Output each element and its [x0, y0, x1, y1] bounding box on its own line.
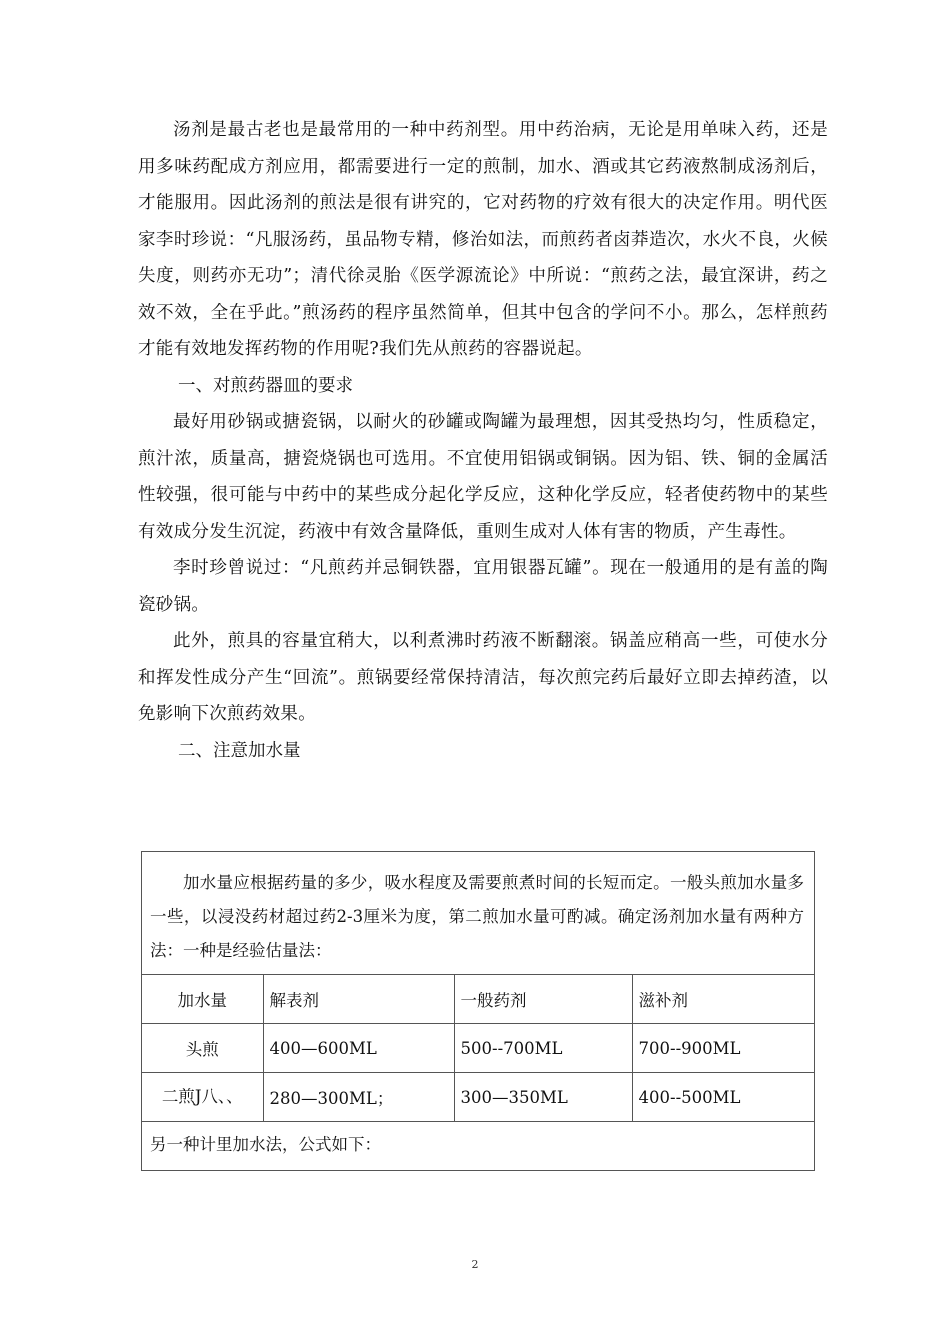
header-cell: 一般药剂 — [454, 975, 632, 1024]
row-label: 二煎J八、、 — [142, 1073, 263, 1122]
table-cell: 500--700ML — [454, 1024, 632, 1073]
table-row — [142, 1073, 814, 1122]
water-amount-table — [141, 851, 815, 1171]
table-cell: 400—600ML — [263, 1024, 454, 1073]
table-cell: 700--900ML — [632, 1024, 814, 1073]
table-header-row — [142, 975, 814, 1024]
table-intro-text: 加水量应根据药量的多少，吸水程度及需要煎煮时间的长短而定。一般头煎加水量多一些，以浸没药材超过药2-3厘米为度，第二煎加水量可酌减。确定汤剂加水量有两种方法：一种是经验估量法： — [142, 852, 814, 975]
page-number: 2 — [471, 1258, 479, 1271]
header-cell: 解表剂 — [263, 975, 454, 1024]
section-heading-water: 二、注意加水量 — [178, 740, 301, 761]
row-label: 头煎 — [142, 1024, 263, 1073]
section-heading-vessels: 一、对煎药器皿的要求 — [178, 375, 353, 396]
paragraph-capacity: 此外，煎具的容量宜稍大，以利煮沸时药液不断翻滚。锅盖应稍高一些，可使水分和挥发性成分产生“回流”。煎锅要经常保持清洁，每次煎完药后最好立即去掉药渣，以免影响下次煎药效果。 — [138, 631, 828, 724]
header-cell: 加水量 — [142, 975, 263, 1024]
table-cell: 280—300ML； — [263, 1073, 454, 1122]
table-row — [142, 1024, 814, 1073]
paragraph-vessels: 最好用砂锅或搪瓷锅，以耐火的砂罐或陶罐为最理想，因其受热均匀，性质稳定，煎汁浓，质量高，搪瓷烧锅也可选用。不宜使用铝锅或铜锅。因为铝、铁、铜的金属活性较强，很可能与中药中的某些成分起化学反应，这种化学反应，轻者使药物中的某些有效成分发生沉淀，药液中有效含量降低，重则生成对人体有害的物质，产生毒性。 — [138, 412, 828, 542]
document-body — [138, 112, 828, 769]
paragraph-li-shizhen-quote: 李时珍曾说过：“凡煎药并忌铜铁器，宜用银器瓦罐”。现在一般通用的是有盖的陶瓷砂锅。 — [138, 558, 828, 615]
header-cell: 滋补剂 — [632, 975, 814, 1024]
water-amount-grid — [142, 975, 814, 1122]
table-cell: 300—350ML — [454, 1073, 632, 1122]
table-cell: 400--500ML — [632, 1073, 814, 1122]
paragraph-intro: 汤剂是最古老也是最常用的一种中药剂型。用中药治病，无论是用单味入药，还是用多味药配成方剂应用，都需要进行一定的煎制，加水、酒或其它药液熬制成汤剂后，才能服用。因此汤剂的煎法是很有讲究的，它对药物的疗效有很大的决定作用。明代医家李时珍说：“凡服汤药，虽品物专精，修治如法，而煎药者卤莽造次，水火不良，火候失度，则药亦无功”；清代徐灵胎《医学源流论》中所说：“煎药之法，最宜深讲，药之效不效，全在乎此。”煎汤药的程序虽然简单，但其中包含的学问不小。那么，怎样煎药才能有效地发挥药物的作用呢?我们先从煎药的容器说起。 — [138, 120, 828, 359]
table-footer-text: 另一种计里加水法，公式如下： — [150, 1135, 381, 1154]
